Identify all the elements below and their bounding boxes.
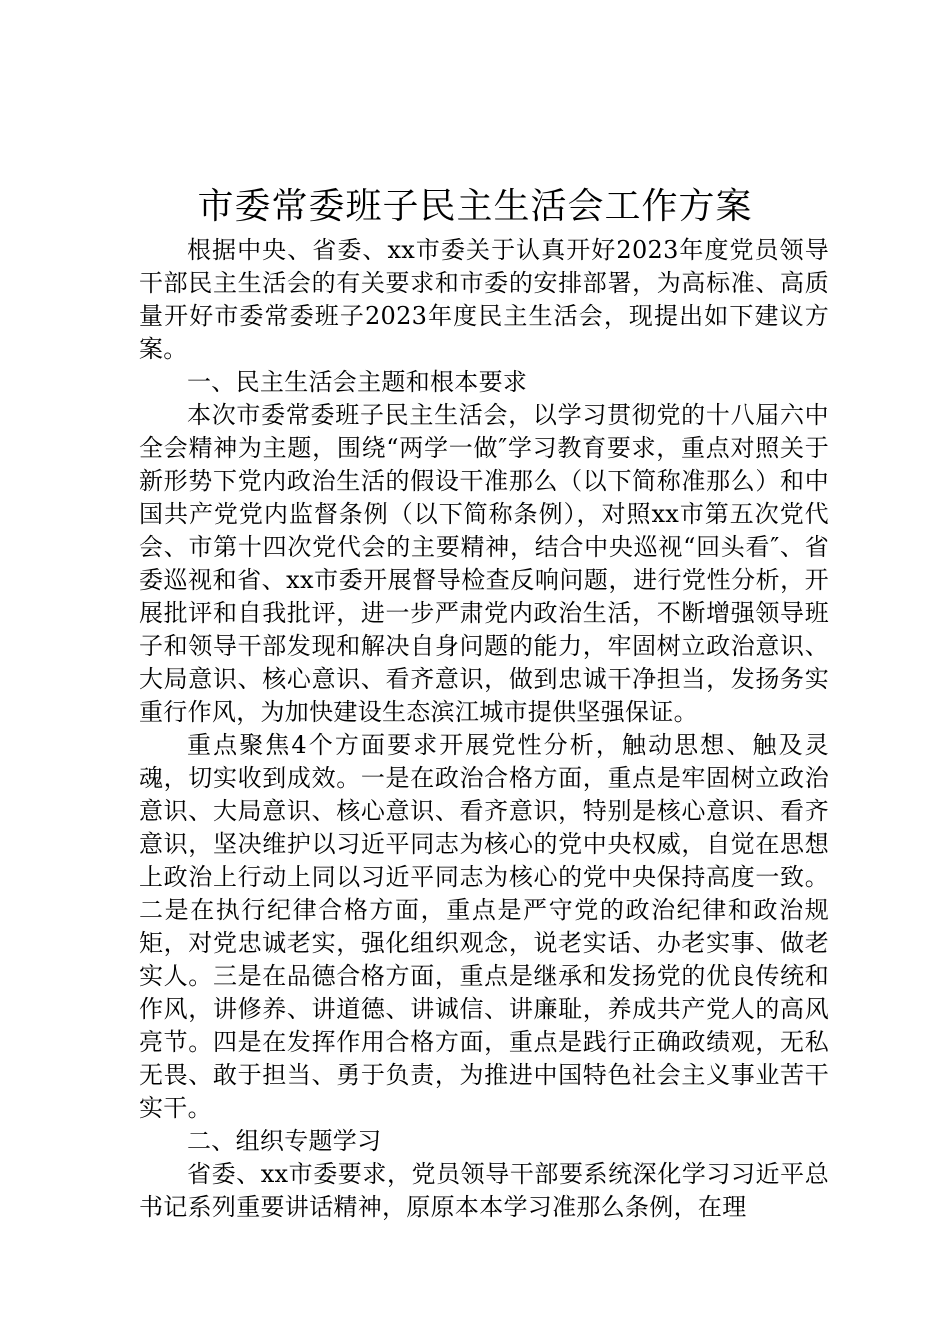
study-paragraph: 省委、xx市委要求，党员领导干部要系统深化学习习近平总书记系列重要讲话精神，原原本本学习准那么条例，在理: [139, 1160, 829, 1221]
section-heading-2: 二、组织专题学习: [187, 1127, 382, 1155]
document-body: [139, 234, 829, 1224]
intro-paragraph: 根据中央、省委、xx市委关于认真开好2023年度党员领导干部民主生活会的有关要求和市委的安排部署，为高标准、高质量开好市委常委班子2023年度民主生活会，现提出如下建议方案。: [139, 236, 829, 363]
document-title: 市委常委班子民主生活会工作方案: [197, 186, 753, 227]
section-heading-1: 一、民主生活会主题和根本要求: [187, 368, 528, 396]
theme-paragraph: 本次市委常委班子民主生活会，以学习贯彻党的十八届六中全会精神为主题，围绕“两学一做″学习教育要求，重点对照关于新形势下党内政治生活的假设干准那么（以下简称准那么）和中国共产党党内监督条例（以下简称条例），对照xx市第五次党代会、市第十四次党代会的主要精神，结合中央巡视“回头看″、省委巡视和省、xx市委开展督导检查反响问题，进行党性分析，开展批评和自我批评，进一步严肃党内政治生活，不断增强领导班子和领导干部发现和解决自身问题的能力，牢固树立政治意识、大局意识、核心意识、看齐意识，做到忠诚干净担当，发扬务实重行作风，为加快建设生态滨江城市提供坚强保证。: [139, 401, 829, 726]
focus-paragraph: 重点聚焦4个方面要求开展党性分析，触动思想、触及灵魂，切实收到成效。一是在政治合格方面，重点是牢固树立政治意识、大局意识、核心意识、看齐意识，特别是核心意识、看齐意识，坚决维护以习近平同志为核心的党中央权威，自觉在思想上政治上行动上同以习近平同志为核心的党中央保持高度一致。二是在执行纪律合格方面，重点是严守党的政治纪律和政治规矩，对党忠诚老实，强化组织观念，说老实话、办老实事、做老实人。三是在品德合格方面，重点是继承和发扬党的优良传统和作风，讲修养、讲道德、讲诚信、讲廉耻，养成共产党人的高风亮节。四是在发挥作用合格方面，重点是践行正确政绩观，无私无畏、敢于担当、勇于负责，为推进中国特色社会主义事业苦干实干。: [139, 731, 829, 1122]
